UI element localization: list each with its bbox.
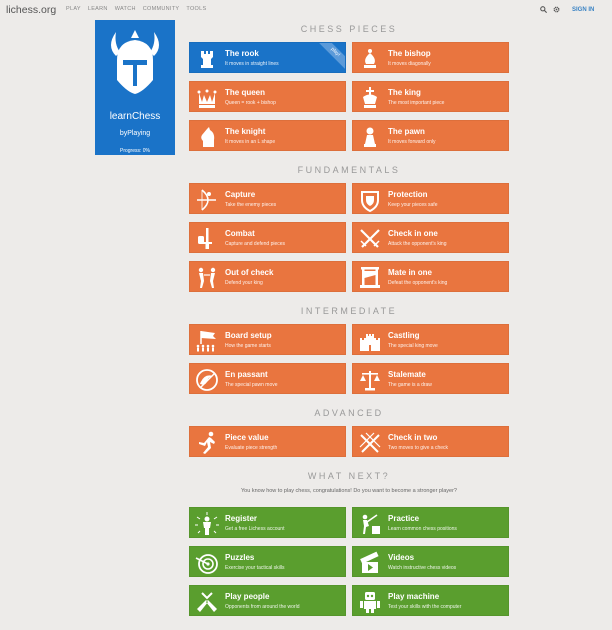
card-title: Check in two (388, 433, 438, 442)
card-subtitle: Keep your pieces safe (388, 202, 438, 208)
card-subtitle: Opponents from around the world (225, 604, 300, 610)
guillotine-icon (357, 265, 383, 291)
card-title: Puzzles (225, 553, 255, 562)
card-subtitle: It moves forward only (388, 139, 436, 145)
lesson-card-king[interactable] (352, 81, 509, 112)
practice-icon (357, 511, 383, 537)
duel-icon (194, 265, 220, 291)
card-title: Play people (225, 592, 270, 601)
section-heading-advanced: ADVANCED (314, 408, 384, 418)
card-subtitle: It moves in straight lines (225, 61, 279, 67)
card-title: Videos (388, 553, 415, 562)
next-card-play-people[interactable] (189, 585, 346, 616)
lesson-card-board-setup[interactable] (189, 324, 346, 355)
card-title: The pawn (388, 127, 425, 136)
rook-icon (194, 46, 220, 72)
card-title: Play machine (388, 592, 440, 601)
double-swords-icon (357, 430, 383, 456)
card-subtitle: The special pawn move (225, 382, 278, 388)
card-title: The rook (225, 49, 259, 58)
card-subtitle: The special king move (388, 343, 438, 349)
lesson-card-protection[interactable] (352, 183, 509, 214)
search-icon[interactable] (540, 6, 547, 13)
card-title: En passant (225, 370, 268, 379)
card-subtitle: Learn common chess positions (388, 526, 457, 532)
archer-icon (194, 187, 220, 213)
next-card-practice[interactable] (352, 507, 509, 538)
card-subtitle: Capture and defend pieces (225, 241, 286, 247)
main-nav (66, 6, 206, 12)
nav-watch[interactable]: WATCH (114, 6, 136, 12)
section-heading-fundamentals: FUNDAMENTALS (297, 165, 401, 175)
card-title: Protection (388, 190, 428, 199)
panel-subtitle: byPlaying (119, 130, 151, 137)
sword-fist-icon (194, 226, 220, 252)
scales-icon (357, 367, 383, 393)
card-subtitle: Evaluate piece strength (225, 445, 278, 451)
lesson-card-check-in-two[interactable] (352, 426, 509, 457)
card-subtitle: Get a free Lichess account (225, 526, 285, 532)
target-icon (194, 550, 220, 576)
lesson-card-check-in-one[interactable] (352, 222, 509, 253)
card-title: Mate in one (388, 268, 433, 277)
next-card-videos[interactable] (352, 546, 509, 577)
card-subtitle: Take the enemy pieces (225, 202, 277, 208)
castle-icon (357, 328, 383, 354)
king-icon (357, 85, 383, 111)
card-subtitle: Watch instructive chess videos (388, 565, 457, 571)
card-title: Stalemate (388, 370, 426, 379)
card-subtitle: It moves diagonally (388, 61, 431, 67)
progress-text: Progress: 0% (119, 148, 150, 154)
lesson-card-rook[interactable] (189, 42, 346, 73)
lesson-card-out-of-check[interactable] (189, 261, 346, 292)
pawn-icon (357, 124, 383, 150)
card-title: Register (225, 514, 258, 523)
sign-in-link[interactable]: SIGN IN (572, 7, 595, 13)
hands-icon (194, 589, 220, 615)
nav-community[interactable]: COMMUNITY (142, 6, 180, 12)
card-subtitle: Exercise your tactical skills (225, 565, 285, 571)
next-card-puzzles[interactable] (189, 546, 346, 577)
card-subtitle: Defeat the opponent's king (388, 280, 448, 286)
card-title: Out of check (225, 268, 274, 277)
card-title: The bishop (388, 49, 431, 58)
section-heading-what-next: WHAT NEXT? (307, 471, 391, 481)
site-logo[interactable]: lichess.org (6, 4, 57, 16)
next-card-play-machine[interactable] (352, 585, 509, 616)
spiral-icon (194, 367, 220, 393)
lesson-card-en-passant[interactable] (189, 363, 346, 394)
card-subtitle: The game is a draw (388, 382, 432, 388)
card-subtitle: Queen = rook + bishop (225, 100, 276, 106)
crossed-swords-icon (357, 226, 383, 252)
card-title: Piece value (225, 433, 269, 442)
lesson-card-bishop[interactable] (352, 42, 509, 73)
bishop-icon (357, 46, 383, 72)
card-title: Castling (388, 331, 420, 340)
card-subtitle: Test your skills with the computer (388, 604, 462, 610)
lesson-card-queen[interactable] (189, 81, 346, 112)
card-subtitle: How the game starts (225, 343, 271, 349)
learn-panel (95, 20, 175, 155)
nav-learn[interactable]: LEARN (87, 6, 108, 12)
top-bar (0, 0, 612, 20)
lesson-card-stalemate[interactable] (352, 363, 509, 394)
card-subtitle: Defend your king (225, 280, 263, 286)
card-title: The queen (225, 88, 266, 97)
queen-icon (194, 85, 220, 111)
section-heading-intermediate: INTERMEDIATE (300, 306, 398, 316)
lesson-card-pawn[interactable] (352, 120, 509, 151)
nav-play[interactable]: PLAY (66, 6, 81, 12)
shield-icon (357, 187, 383, 213)
nav-tools[interactable]: TOOLS (186, 6, 207, 12)
lesson-card-castling[interactable] (352, 324, 509, 355)
card-title: The king (388, 88, 421, 97)
card-title: Board setup (225, 331, 272, 340)
card-subtitle: Two moves to give a check (388, 445, 449, 451)
section-heading-chess-pieces: CHESS PIECES (300, 24, 398, 34)
card-title: Capture (225, 190, 256, 199)
lesson-card-combat[interactable] (189, 222, 346, 253)
robot-icon (357, 589, 383, 615)
card-title: Check in one (388, 229, 438, 238)
card-subtitle: The most important piece (388, 100, 445, 106)
lesson-card-capture[interactable] (189, 183, 346, 214)
runner-icon (194, 430, 220, 456)
next-card-register[interactable] (189, 507, 346, 538)
card-subtitle: Attack the opponent's king (388, 241, 447, 247)
lesson-card-knight[interactable] (189, 120, 346, 151)
lesson-card-piece-value[interactable] (189, 426, 346, 457)
knight-icon (194, 124, 220, 150)
army-flag-icon (194, 328, 220, 354)
panel-title: learnChess (109, 111, 161, 122)
helmet-icon (103, 26, 167, 104)
card-title: The knight (225, 127, 266, 136)
person-burst-icon (194, 511, 220, 537)
card-subtitle: It moves in an L shape (225, 139, 276, 145)
card-title: Practice (388, 514, 420, 523)
movie-icon (357, 550, 383, 576)
lesson-card-mate-in-one[interactable] (352, 261, 509, 292)
gear-icon[interactable] (553, 6, 560, 13)
what-next-text: You know how to play chess, congratulations! Do you want to become a stronger player? (241, 488, 457, 494)
card-title: Combat (225, 229, 255, 238)
play-ribbon: play! (318, 42, 346, 69)
